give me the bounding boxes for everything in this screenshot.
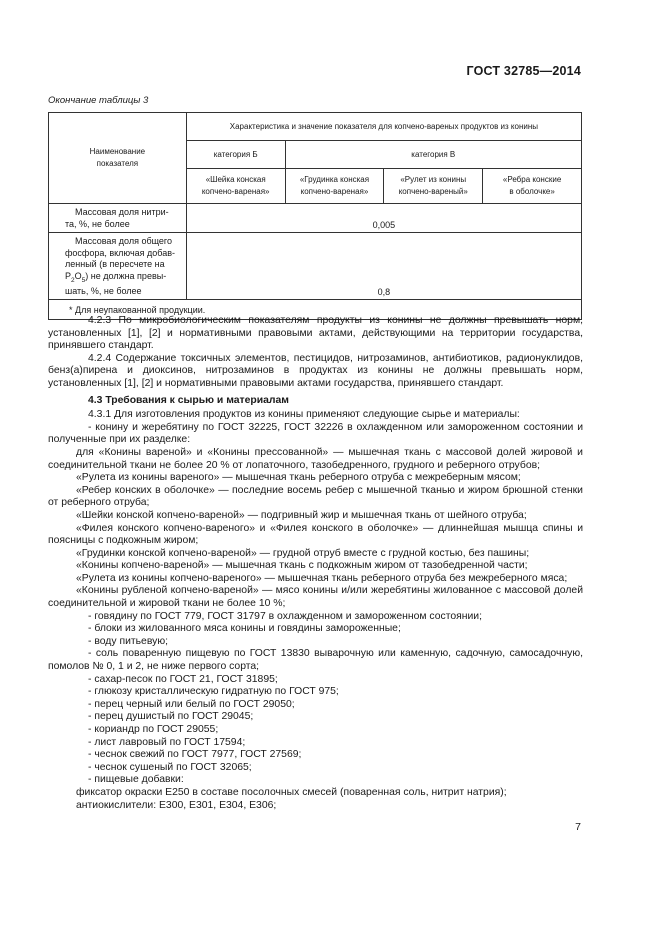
product-line: в оболочке» [509, 187, 555, 196]
label-line: та, %, не более [65, 218, 130, 229]
table-footnote: * Для неупакованной продукции. [49, 300, 582, 320]
paragraph: - чеснок свежий по ГОСТ 7977, ГОСТ 27569; [88, 749, 302, 761]
group-header-cell: Характеристика и значение показателя для копчено-вареных продуктов из конины [186, 113, 581, 141]
paragraph: - перец черный или белый по ГОСТ 29050; [88, 698, 295, 710]
paragraph: фиксатор окраски Е250 в составе посолочных смесей (поваренная соль, нитрит натрия); [76, 786, 507, 798]
product-header-neck [186, 169, 285, 204]
label-line: Массовая доля нитри- [75, 207, 169, 217]
formula-o: O [74, 270, 82, 281]
paragraph: антиокислители: Е300, Е301, Е304, Е306; [76, 799, 277, 811]
paragraph: - глюкозу кристаллическую гидратную по ГОСТ 975; [88, 686, 339, 698]
formula-p: P [65, 270, 72, 281]
paragraph: - блоки из жилованного мяса конины и говядины замороженные; [88, 623, 401, 635]
category-v-header: категория В [285, 141, 581, 169]
product-line: «Ребра конские [502, 175, 562, 184]
product-header-brisket [285, 169, 384, 204]
paragraph: - говядину по ГОСТ 779, ГОСТ 31797 в охлажденном и замороженном состоянии; [88, 610, 482, 622]
indicator-header-cell [49, 113, 187, 204]
paragraph: «Ребер конских в оболочке» — последние восемь ребер с мышечной тканью и жиром брюшной стенки от реберного отруба; [48, 484, 583, 509]
product-line: «Шейка конская [205, 175, 266, 184]
paragraph: 4.2.4 Содержание токсичных элементов, пестицидов, нитрозаминов, антибиотиков, радионуклидов, бенз(а)пирена и диоксинов, нитрозаминов в продуктах из конины не должны превышать норм, установленных [1], [2] и нормативными правовыми актами государства, принявшего стандарт. [48, 352, 583, 389]
paragraph: - соль поваренную пищевую по ГОСТ 13830 выварочную или каменную, садочную, самосадочную, помолов № 0, 1 и 2, не ниже первого сорта; [48, 648, 583, 673]
label-line: ленный (в пересчете на [65, 259, 165, 269]
paragraph: «Конины рубленой копчено-вареной» — мясо конины и/или жеребятины жилованное с массовой долей соединительной и жировой ткани не более 10 %; [48, 585, 583, 610]
page-number: 7 [575, 821, 581, 833]
product-line: «Грудинка конская [299, 175, 370, 184]
formula-line [65, 270, 167, 284]
formula-tail: ) не должна превы- [85, 270, 167, 281]
product-header-roll [384, 169, 483, 204]
paragraph: 4.2.3 По микробиологическим показателям продукты из конины не должны превышать норм, установленных [1], [2] и нормативными правовыми актами, действующими на территории государства, принявшего стандарт. [48, 315, 583, 352]
formula-sub: 5 [81, 276, 86, 284]
section-heading: 4.3 Требования к сырью и материалам [88, 394, 289, 406]
paragraph: - сахар-песок по ГОСТ 21, ГОСТ 31895; [88, 673, 278, 685]
paragraph: «Рулета из конины вареного» — мышечная ткань реберного отруба с межреберным мясом; [76, 472, 521, 484]
paragraph: «Шейки конской копчено-вареной» — подгривный жир и мышечная ткань от шейного отруба; [76, 509, 527, 521]
standard-designation: ГОСТ 32785—2014 [466, 64, 581, 78]
paragraph: 4.3.1 Для изготовления продуктов из конины применяют следующие сырье и материалы: [88, 409, 520, 421]
product-line: копчено-вареная» [201, 187, 270, 196]
paragraph: для «Конины вареной» и «Конины прессованной» — мышечная ткань с массовой долей жировой и соединительной ткани не более 20 % от лопаточного, тазобедренного, грудного и реберного отрубов; [48, 446, 583, 471]
nitrite-label [49, 204, 187, 233]
paragraph: «Рулета из конины копчено-вареного» — мышечная ткань реберного отруба без межреберного мяса; [76, 572, 568, 584]
indicator-header-line: показателя [96, 159, 139, 168]
paragraph: - кориандр по ГОСТ 29055; [88, 724, 219, 735]
table-caption: Окончание таблицы 3 [48, 95, 149, 106]
formula-sub: 2 [71, 276, 75, 284]
category-b-header: категория Б [186, 141, 285, 169]
paragraph: «Грудинки конской копчено-вареной» — грудной отруб вместе с грудной костью, без пашины; [76, 547, 530, 559]
paragraph: - конину и жеребятину по ГОСТ 32225, ГОСТ 32226 в охлажденном или замороженном состоянии и полученные при их разделке: [48, 421, 583, 446]
nitrite-value: 0,005 [186, 204, 581, 233]
paragraph: - перец душистый по ГОСТ 29045; [88, 711, 254, 723]
indicator-header-line: Наименование [89, 147, 146, 156]
paragraph: - чеснок сушеный по ГОСТ 32065; [88, 761, 252, 773]
paragraph: - воду питьевую; [88, 635, 168, 647]
label-line: фосфора, включая добав- [65, 247, 176, 258]
phosphorus-value: 0,8 [186, 233, 581, 300]
label-line: Массовая доля общего [75, 236, 173, 246]
product-line: копчено-вареная» [300, 187, 369, 196]
paragraph: «Филея конского копчено-вареного» и «Филея конского в оболочке» — длиннейшая мышца спины и поясницы с подкожным жиром; [48, 522, 583, 547]
paragraph: «Конины копчено-вареной» — мышечная ткань с подкожным жиром от тазобедренной части; [76, 560, 528, 572]
product-line: «Рулет из конины [400, 175, 467, 184]
phosphorus-label [49, 233, 187, 300]
label-line: шать, %, не более [65, 285, 142, 296]
body-text [48, 315, 583, 812]
product-line: копчено-вареный» [398, 187, 468, 196]
paragraph: - лист лавровый по ГОСТ 17594; [88, 736, 246, 748]
indicators-table [48, 112, 582, 320]
paragraph: - пищевые добавки: [88, 774, 184, 786]
product-header-ribs [483, 169, 582, 204]
